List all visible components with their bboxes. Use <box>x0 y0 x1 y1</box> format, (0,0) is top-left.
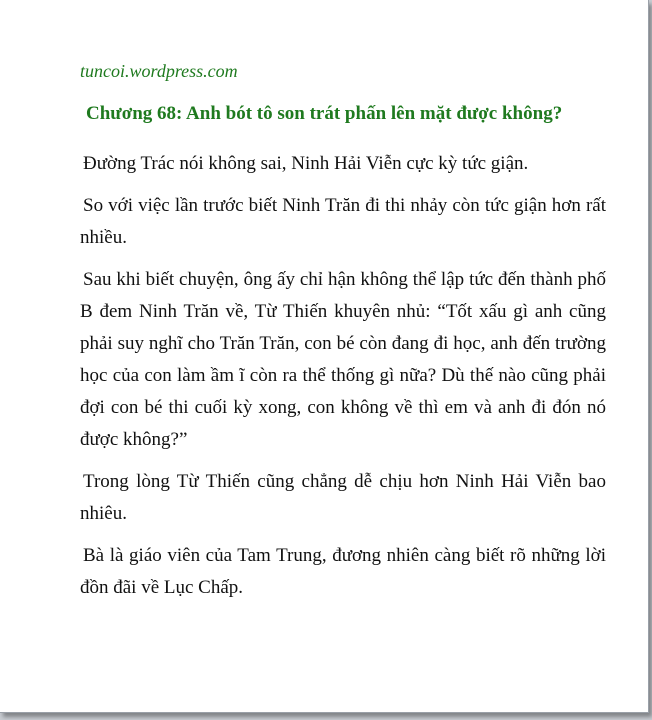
paragraph: Trong lòng Từ Thiến cũng chẳng dễ chịu hơn Ninh Hải Viễn bao nhiêu. <box>80 471 606 524</box>
document-body <box>80 148 606 614</box>
paragraph: Đường Trác nói không sai, Ninh Hải Viễn cực kỳ tức giận. <box>83 153 529 174</box>
paragraph: Bà là giáo viên của Tam Trung, đương nhiên càng biết rõ những lời đồn đãi về Lục Chấp. <box>80 545 606 598</box>
site-header: tuncoi.wordpress.com <box>80 61 238 81</box>
paragraph: Sau khi biết chuyện, ông ấy chỉ hận không thể lập tức đến thành phố B đem Ninh Trăn về, Từ Thiến khuyên nhủ: “Tốt xấu gì anh cũng phải suy nghĩ cho Trăn Trăn, con bé còn đang đi học, anh đến trường học của con làm ầm ĩ còn ra thể thống gì nữa? Dù thế nào cũng phải đợi con bé thi cuối kỳ xong, con không về thì em và anh đi đón nó được không?” <box>80 269 606 450</box>
chapter-title: Chương 68: Anh bót tô son trát phấn lên mặt được không? <box>86 103 563 124</box>
paragraph: So với việc lần trước biết Ninh Trăn đi thi nhảy còn tức giận hơn rất nhiều. <box>80 195 606 248</box>
